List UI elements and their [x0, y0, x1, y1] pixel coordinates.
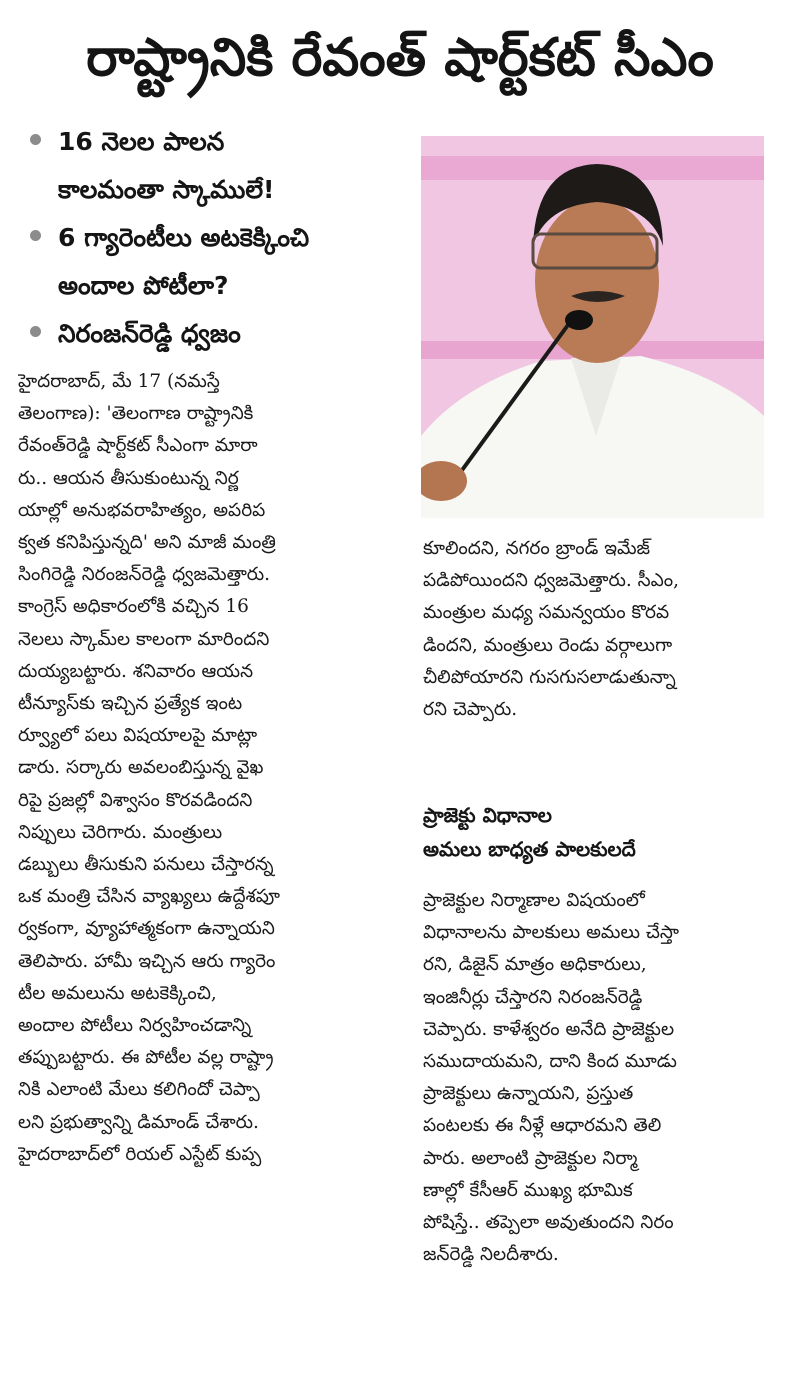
bullet-dot-icon: [30, 134, 41, 145]
text-line: తెలంగాణ): 'తెలంగాణ రాష్ట్రానికి: [18, 403, 254, 425]
text-line: డిందని, మంత్రులు రెండు వర్గాలుగా: [423, 634, 673, 656]
text-line: లని ప్రభుత్వాన్ని డిమాండ్ చేశారు.: [18, 1111, 259, 1133]
text-line: రేవంత్‌రెడ్డి షార్ట్‌కట్ సీఎంగా మారా: [18, 435, 258, 457]
text-line: యాల్లో అనుభవరాహిత్యం, అపరిప: [18, 499, 266, 521]
text-line: ర్వ్యూలో పలు విషయాలపై మాట్లా: [18, 725, 258, 747]
text-line: హైదరాబాద్‌లో రియల్ ఎస్టేట్ కుప్ప: [18, 1143, 262, 1165]
text-line: రు.. ఆయన తీసుకుంటున్న నిర్ణ: [18, 467, 239, 489]
headline: రాష్ట్రానికి రేవంత్ షార్ట్‌కట్ సీఎం: [86, 27, 714, 88]
subheading-line: అమలు బాధ్యత పాలకులదే: [423, 837, 636, 861]
bullet-line: అందాల పోటీలా?: [58, 271, 229, 300]
text-line: టీన్యూస్‌కు ఇచ్చిన ప్రత్యేక ఇంట: [18, 693, 243, 715]
text-line: పంటలకు ఈ నీళ్లే ఆధారమని తెలి: [423, 1115, 662, 1137]
text-line: నికి ఎలాంటి మేలు కలిగిందో చెప్పా: [18, 1079, 260, 1101]
bullet-line: కాలమంతా స్కాములే!: [58, 175, 275, 204]
text-line: సముదాయమని, దాని కింద మూడు: [423, 1051, 677, 1073]
text-line: పడిపోయిందని ధ్వజమెత్తారు. సీఎం,: [423, 570, 680, 592]
speaker-illustration: [421, 136, 764, 518]
bullet-dot-icon: [30, 230, 41, 241]
text-line: ణాల్లో కేసీఆర్ ముఖ్య భూమిక: [423, 1179, 633, 1201]
text-line: తప్పుబట్టారు. ఈ పోటీల వల్ల రాష్ట్రా: [18, 1047, 274, 1069]
bullet-line: నిరంజన్‌రెడ్డి ధ్వజం: [58, 319, 241, 348]
text-line: చీలిపోయారని గుసగుసలాడుతున్నా: [423, 666, 676, 688]
text-line: ప్రాజెక్టుల నిర్మాణాల విషయంలో: [423, 890, 645, 911]
text-line: సింగిరెడ్డి నిరంజన్‌రెడ్డి ధ్వజమెత్తారు.: [18, 564, 271, 586]
text-line: తెలిపారు. హామీ ఇచ్చిన ఆరు గ్యారెం: [18, 950, 276, 972]
text-line: ఒక మంత్రి చేసిన వ్యాఖ్యలు ఉద్దేశపూ: [18, 886, 280, 908]
text-line: క్వత కనిపిస్తున్నది' అని మాజీ మంత్రి: [18, 532, 276, 554]
text-line: జన్‌రెడ్డి నిలదీశారు.: [423, 1244, 559, 1266]
text-line: విధానాలను పాలకులు అమలు చేస్తా: [423, 922, 679, 944]
text-line: కూలిందని, నగరం బ్రాండ్ ఇమేజ్: [423, 538, 651, 559]
text-line: ర్వకంగా, వ్యూహాత్మకంగా ఉన్నాయని: [18, 918, 275, 940]
subheading-line: ప్రాజెక్టు విధానాల: [423, 803, 552, 827]
left-column-text: [18, 366, 413, 1171]
text-line: ప్రాజెక్టులు ఉన్నాయని, ప్రస్తుత: [423, 1083, 634, 1105]
text-line: చెప్పారు. కాళేశ్వరం అనేది ప్రాజెక్టుల: [423, 1018, 675, 1040]
right-column-text-top: [423, 533, 771, 726]
bullet-item: [30, 118, 410, 214]
text-line: పోషిస్తే.. తప్పెలా అవుతుందని నిరం: [423, 1212, 674, 1234]
bullet-item: [30, 310, 410, 358]
text-line: నిప్పులు చెరిగారు. మంత్రులు: [18, 821, 223, 843]
text-line: రని, డిజైన్ మాత్రం అధికారులు,: [423, 954, 647, 976]
text-line: టీల అమలును అటకెక్కించి,: [18, 982, 217, 1004]
bullet-line: 6 గ్యారెంటీలు అటకెక్కించి: [58, 223, 310, 252]
text-line: హైదరాబాద్, మే 17 (నమస్తే: [18, 371, 220, 392]
text-line: మంత్రుల మధ్య సమన్వయం కొరవ: [423, 602, 670, 624]
text-line: దుయ్యబట్టారు. శనివారం ఆయన: [18, 660, 254, 682]
text-line: కాంగ్రెస్ అధికారంలోకి వచ్చిన 16: [18, 596, 249, 618]
text-line: నెలలు స్కామ్‌ల కాలంగా మారిందని: [18, 628, 270, 650]
bullet-line: 16 నెలల పాలన: [58, 127, 225, 156]
text-line: డబ్బులు తీసుకుని పనులు చేస్తారన్న: [18, 854, 274, 876]
speaker-photo: [421, 136, 764, 518]
bullet-dot-icon: [30, 326, 41, 337]
subheading: [423, 798, 771, 866]
bullet-item: [30, 214, 410, 310]
right-column-text-bottom: [423, 885, 771, 1271]
text-line: ఇంజినీర్లు చేస్తారని నిరంజన్‌రెడ్డి: [423, 986, 643, 1008]
text-line: రిపై ప్రజల్లో విశ్వాసం కొరవడిందని: [18, 789, 253, 811]
bullet-list: [30, 118, 410, 358]
text-line: అందాల పోటీలు నిర్వహించడాన్ని: [18, 1015, 252, 1037]
text-line: రని చెప్పారు.: [423, 699, 518, 721]
text-line: పారు. అలాంటి ప్రాజెక్టుల నిర్మా: [423, 1147, 638, 1169]
text-line: డారు. సర్కారు అవలంబిస్తున్న వైఖ: [18, 757, 264, 779]
